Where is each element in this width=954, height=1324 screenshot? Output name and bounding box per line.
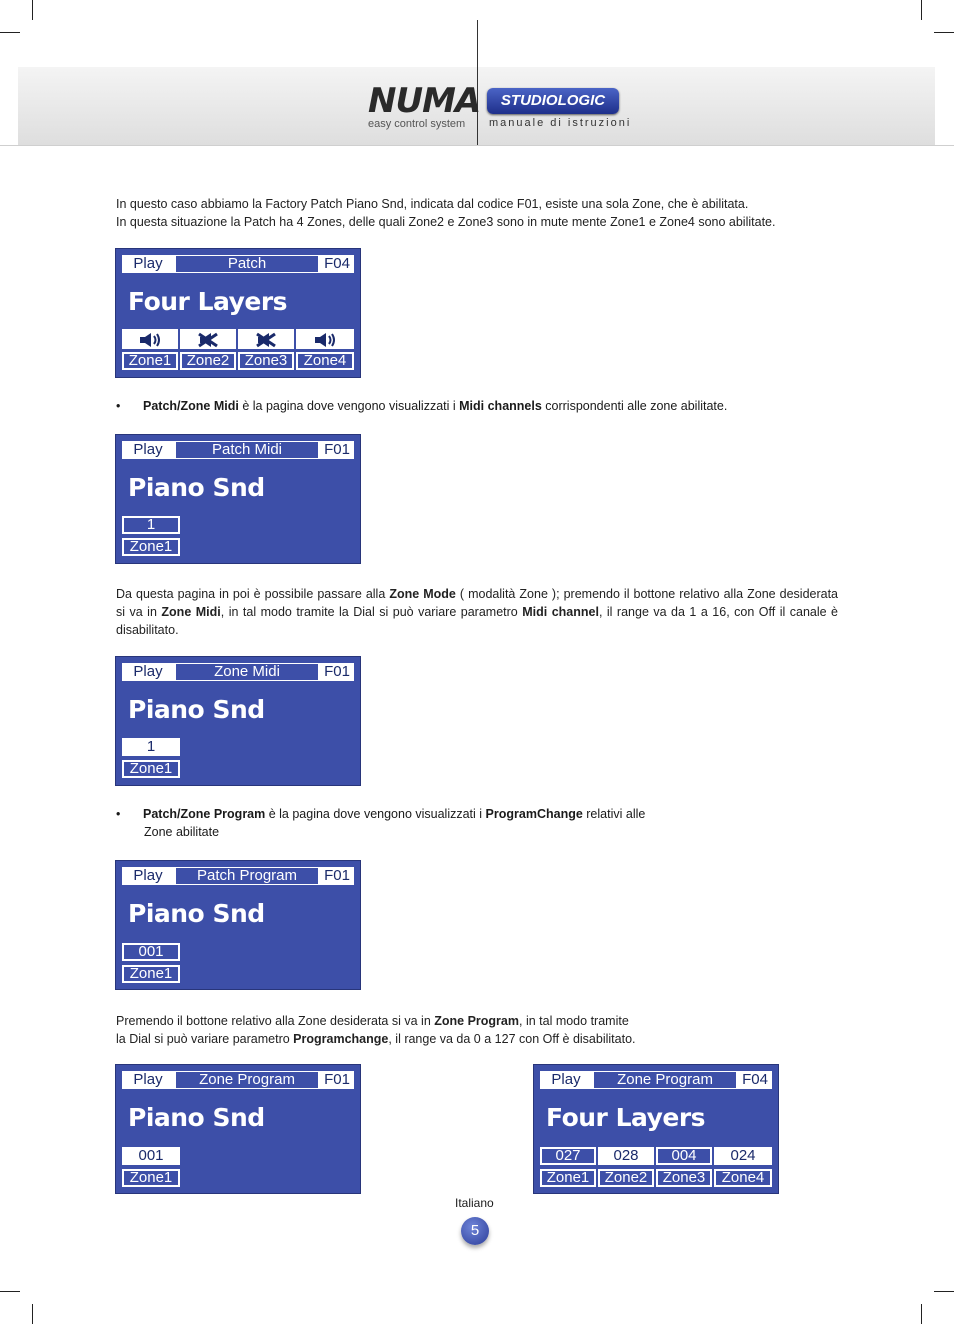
lcd-page: Patch (176, 256, 318, 272)
term: ProgramChange (485, 807, 583, 821)
lcd-mode: Play (551, 1071, 581, 1088)
lcd-status-bar (122, 255, 354, 273)
lcd-patch-name: Piano Snd (128, 695, 265, 724)
zone3-state (238, 329, 294, 349)
lcd-zone-program-piano (115, 1064, 361, 1194)
lcd-value: 027 (540, 1147, 596, 1165)
lcd-page: Patch Midi (176, 442, 318, 458)
text: è la pagina dove vengono visualizzati i (265, 807, 486, 821)
crop-mark (0, 32, 20, 33)
term: Midi channels (459, 399, 542, 413)
lcd-zone-label: Zone1 (122, 760, 180, 778)
lcd-code: F01 (324, 663, 350, 680)
lcd-value: 1 (122, 738, 180, 756)
lcd-zone-label: Zone4 (296, 352, 354, 370)
lcd-zone-label: Zone2 (180, 352, 236, 370)
lcd-status-bar (122, 1071, 354, 1089)
lcd-page: Patch Program (176, 868, 318, 884)
term: Midi channel (522, 605, 599, 619)
lcd-patch-name: Piano Snd (128, 899, 265, 928)
lcd-patch-name: Piano Snd (128, 473, 265, 502)
bullet-mark: • (116, 399, 121, 413)
lcd-zone-program-four-layers (533, 1064, 779, 1194)
text: la Dial si può variare parametro (116, 1032, 294, 1046)
lcd-zone-label: Zone4 (714, 1169, 772, 1187)
lcd-status-bar (122, 663, 354, 681)
lcd-code: F04 (324, 255, 350, 272)
term: Zone Program (434, 1014, 519, 1028)
zone-program-paragraph (116, 1012, 636, 1048)
lcd-value: 024 (714, 1147, 772, 1165)
term: Patch/Zone Midi (143, 399, 239, 413)
lcd-mode: Play (133, 1071, 163, 1088)
text: Zone abilitate (144, 825, 220, 839)
lcd-page: Zone Program (176, 1072, 318, 1088)
lcd-patch-midi (115, 434, 361, 564)
intro-paragraph (116, 195, 775, 231)
text: Da questa pagina in poi è possibile passare alla (116, 587, 390, 601)
lcd-status-bar (122, 867, 354, 885)
speaker-on-icon (313, 332, 337, 348)
studiologic-logo: STUDIOLOGIC (487, 88, 619, 114)
header-divider (0, 145, 954, 146)
zone1-state (122, 329, 178, 349)
lcd-zone-label: Zone1 (122, 965, 180, 983)
lcd-value: 001 (122, 943, 180, 961)
lcd-status-bar (122, 441, 354, 459)
lcd-patch-four-layers (115, 248, 361, 378)
lcd-code: F04 (742, 1071, 768, 1088)
lcd-zone-label: Zone1 (122, 538, 180, 556)
lcd-value: 028 (598, 1147, 654, 1165)
bullet-mark: • (116, 807, 121, 821)
lcd-value: 004 (656, 1147, 712, 1165)
text: Premendo il bottone relativo alla Zone desiderata si va in (116, 1014, 435, 1028)
numa-logo: NUMA (368, 81, 481, 121)
lcd-mode: Play (133, 867, 163, 884)
lcd-code: F01 (324, 441, 350, 458)
crop-mark (0, 1291, 20, 1292)
lcd-zone-label: Zone3 (238, 352, 294, 370)
crop-mark (32, 0, 33, 20)
lcd-zone-label: Zone2 (598, 1169, 654, 1187)
text: , in tal modo tramite (519, 1014, 629, 1028)
speaker-on-icon (138, 332, 162, 348)
term: Patch/Zone Program (143, 807, 266, 821)
lcd-mode: Play (133, 255, 163, 272)
text: è la pagina dove vengono visualizzati i (238, 399, 460, 413)
term: Zone Midi (161, 605, 221, 619)
crop-mark (934, 1291, 954, 1292)
bullet-patch-zone-midi (116, 399, 728, 413)
lcd-status-bar (540, 1071, 772, 1089)
zone2-state (180, 329, 236, 349)
speaker-muted-icon (196, 332, 220, 348)
zone4-state (296, 329, 354, 349)
text: ( modalità Zone ); premendo il bottone relativo alla Zone desiderata si va in (116, 587, 839, 619)
text: corrispondenti alle zone abilitate. (541, 399, 728, 413)
term: Programchange (293, 1032, 389, 1046)
lcd-patch-program (115, 860, 361, 990)
term: Zone Mode (389, 587, 456, 601)
lcd-mode: Play (133, 441, 163, 458)
lcd-page: Zone Midi (176, 664, 318, 680)
lcd-zone-label: Zone1 (122, 352, 178, 370)
bullet-patch-zone-program (116, 807, 646, 839)
lcd-page: Zone Program (594, 1072, 736, 1088)
numa-logo-subtitle: easy control system (368, 118, 466, 130)
intro-line-2: In questa situazione la Patch ha 4 Zones, delle quali Zone2 e Zone3 sono in mute mente Zone1 e Zone4 sono abilitate. (116, 215, 776, 229)
lcd-code: F01 (324, 867, 350, 884)
lcd-zone-label: Zone3 (656, 1169, 712, 1187)
lcd-zone-midi (115, 656, 361, 786)
lcd-patch-name: Four Layers (128, 287, 288, 316)
speaker-muted-icon (254, 332, 278, 348)
lcd-mode: Play (133, 663, 163, 680)
zone-mode-paragraph (116, 585, 838, 639)
lcd-zone-label: Zone1 (122, 1169, 180, 1187)
lcd-code: F01 (324, 1071, 350, 1088)
intro-line-1: In questo caso abbiamo la Factory Patch Piano Snd, indicata dal codice F01, esiste una sola Zone, che è abilitata. (116, 197, 749, 211)
text: , il range va da 0 a 127 con Off è disabilitato. (388, 1032, 636, 1046)
footer-language: Italiano (455, 1196, 494, 1210)
text: relativi alle (582, 807, 646, 821)
crop-mark (934, 32, 954, 33)
lcd-patch-name: Four Layers (546, 1103, 706, 1132)
manual-title: manuale di istruzioni (489, 117, 632, 129)
crop-mark (921, 0, 922, 20)
lcd-value: 1 (122, 516, 180, 534)
lcd-value: 001 (122, 1147, 180, 1165)
lcd-zone-label: Zone1 (540, 1169, 596, 1187)
page-number: 5 (461, 1217, 489, 1245)
crop-mark (921, 1304, 922, 1324)
crop-mark (32, 1304, 33, 1324)
text: , in tal modo tramite la Dial si può variare parametro (220, 605, 523, 619)
text: , il range va da 1 a 16, con Off il canale è disabilitato. (116, 605, 839, 637)
lcd-patch-name: Piano Snd (128, 1103, 265, 1132)
